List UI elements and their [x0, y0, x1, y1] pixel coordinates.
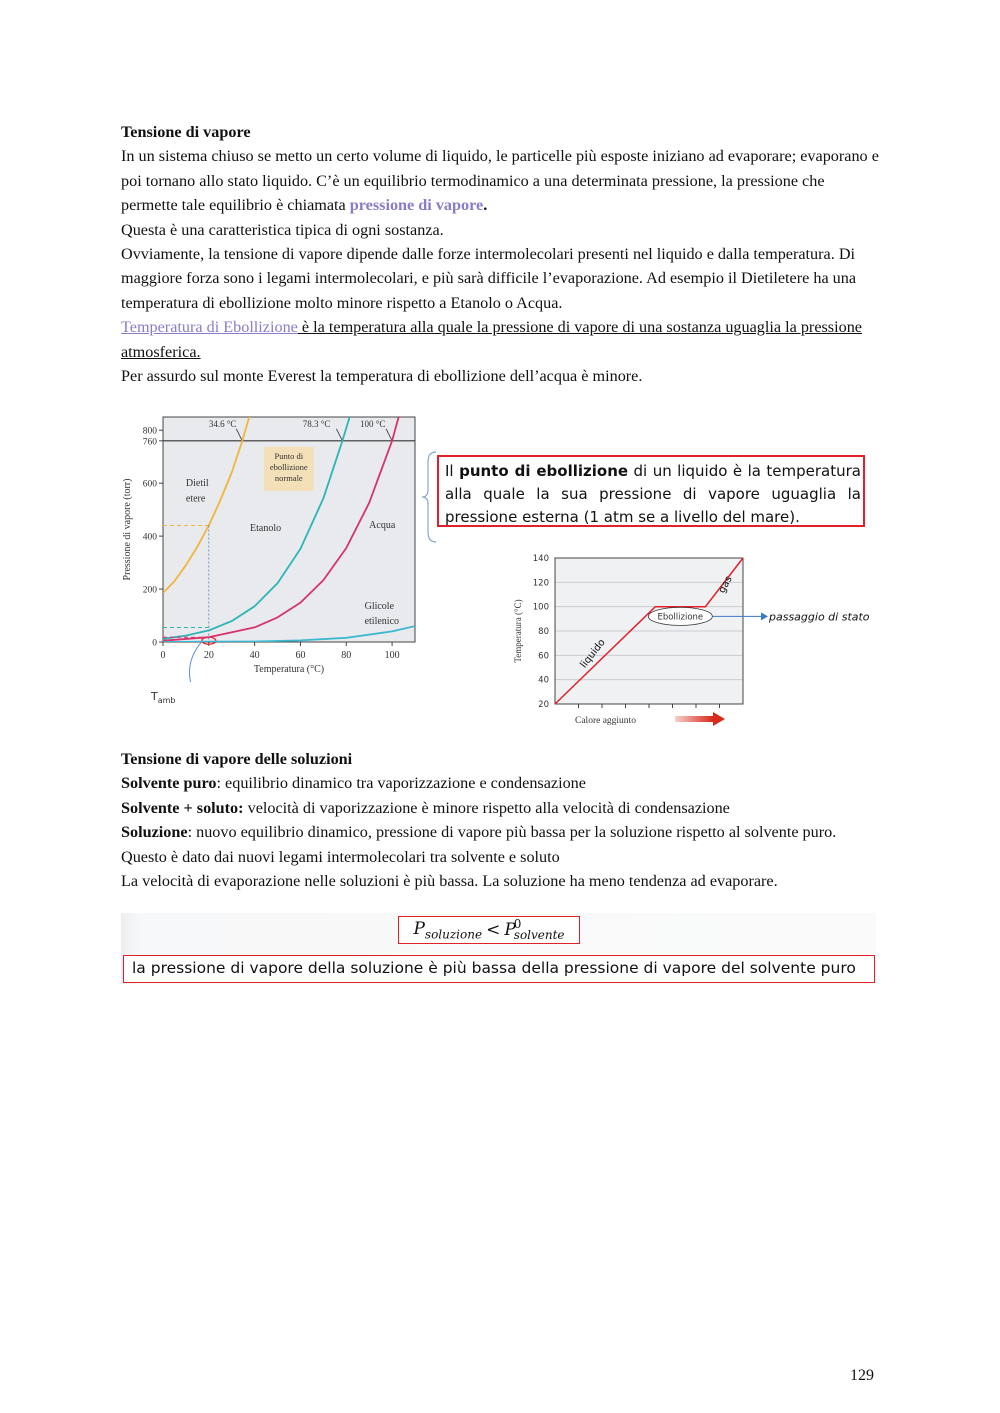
tamb-label: $T_{amb}$: [151, 690, 176, 705]
heat-arrow-bar: [675, 716, 713, 722]
heat-arrow-icon: [713, 712, 725, 726]
callout-text: di un liquido è la temperatura alla quale la sua pressione di vapore uguaglia la pressione esterna (1 atm se a livello del mare).: [445, 462, 861, 526]
definition-text: è la temperatura alla quale la pressione di vapore di una sostanza uguaglia la pressione atmosferica.: [121, 318, 862, 361]
y-tick-label: 760: [142, 437, 157, 448]
less-than-sign: <: [486, 920, 501, 940]
page-number: 129: [850, 1367, 874, 1384]
section-title: Tensione di vapore: [121, 123, 251, 141]
x-tick-label: 0: [160, 650, 166, 661]
list-item: [121, 771, 881, 795]
y-axis-title: Pressione di vapore (torr): [122, 478, 133, 581]
formula-p: [413, 919, 482, 941]
label-dietil-etere: Dietil: [185, 477, 209, 489]
list-item: [121, 820, 881, 869]
x-tick-label: 80: [341, 650, 352, 661]
definition: [121, 315, 881, 364]
brace-icon: [420, 450, 438, 545]
vapor-pressure-chart: [118, 410, 423, 710]
heating-curve-chart: [505, 548, 885, 730]
paragraph: Questa è una caratteristica tipica di ogni sostanza.: [121, 220, 444, 239]
annotation-bp-water: 100 °C: [360, 418, 386, 429]
y-tick-label: 600: [142, 479, 157, 490]
x-tick-label: 20: [203, 650, 214, 661]
description: velocità di vaporizzazione è minore rispetto alla velocità di condensazione: [243, 798, 730, 817]
paragraph: [121, 144, 881, 217]
punctuation: .: [483, 196, 488, 215]
term: Soluzione: [121, 823, 188, 842]
superscript: 0: [513, 917, 522, 931]
paragraph-text: In un sistema chiuso se metto un certo volume di liquido, le particelle più esposte iniziano ad evaporare; evaporano e poi tornano allo stato liquido. C’è un equilibrio termodinamico a una determinata pressione, la pressione che permette tale equilibrio è chiamata: [121, 147, 879, 215]
label-glicole: Glicole: [364, 600, 395, 612]
paragraph: La velocità di evaporazione nelle soluzioni è più bassa. La soluzione ha meno tendenza ad evaporare.: [121, 872, 778, 891]
symbol: P: [413, 918, 425, 939]
formula-note: la pressione di vapore della soluzione è più bassa della pressione di vapore del solvente puro: [123, 955, 875, 983]
boiling-point-callout: [437, 455, 865, 527]
paragraph: Ovviamente, la tensione di vapore dipende dalle forze intermolecolari presenti nel liquido e dalla temperatura. Di maggiore forza sono i legami intermolecolari, e più sarà difficile l’evaporazione. Ad esempio il Dietiletere ha una temperatura di ebollizione molto minore rispetto a Etanolo o Acqua.: [121, 245, 857, 312]
description: : nuovo equilibrio dinamico, pressione di vapore più bassa per la soluzione rispetto al solvente puro. Questo è dato dai nuovi legami intermolecolari tra solvente e soluto: [121, 823, 837, 866]
section2: [121, 747, 881, 893]
arrow-head-icon: [761, 612, 768, 620]
y-tick-label: 140: [532, 554, 549, 564]
formula-p0: [504, 919, 564, 941]
x-tick-label: 40: [249, 650, 260, 661]
subscript: soluzione: [424, 927, 483, 942]
y-tick-label: 120: [532, 578, 549, 589]
symbol: P: [504, 920, 516, 940]
y-tick-label: 80: [538, 627, 549, 637]
formula: [398, 916, 580, 944]
callout-term: punto di ebollizione: [459, 462, 629, 480]
x-axis-title: Temperatura (°C): [253, 664, 325, 675]
annotation-normal-bp: Punto di: [274, 450, 304, 461]
y-tick-label: 400: [142, 532, 157, 543]
highlight-term: pressione di vapore: [349, 196, 484, 215]
annotation-normal-bp: ebollizione: [269, 461, 308, 472]
label-dietil-etere: etere: [185, 493, 206, 505]
definition-link[interactable]: Temperatura di Ebollizione: [121, 318, 298, 337]
label-etanolo: Etanolo: [250, 522, 282, 534]
annotation-normal-bp: normale: [274, 472, 303, 483]
y-tick-label: 0: [152, 638, 157, 649]
description: : equilibrio dinamico tra vaporizzazione e condensazione: [216, 774, 586, 793]
callout-text: Il: [445, 462, 460, 480]
label-glicole: etilenico: [364, 616, 400, 627]
y-tick-label: 100: [532, 602, 549, 613]
x-tick-label: 100: [384, 650, 400, 661]
y-axis-title: Temperatura (°C): [513, 599, 523, 663]
term: Solvente puro: [121, 774, 217, 793]
y-tick-label: 200: [142, 585, 157, 596]
y-tick-label: 20: [538, 700, 549, 710]
y-tick-label: 40: [538, 675, 549, 686]
paragraph: Per assurdo sul monte Everest la temperatura di ebollizione dell’acqua è minore.: [121, 367, 643, 386]
subscript: solvente: [513, 928, 565, 942]
term: Solvente + soluto:: [121, 798, 244, 817]
label-gas: gas: [716, 574, 735, 596]
tamb-arrow: [189, 641, 201, 682]
label-acqua: Acqua: [369, 520, 396, 532]
label-liquido: liquido: [578, 637, 608, 671]
y-tick-label: 800: [142, 426, 157, 437]
list-item: [121, 796, 881, 820]
x-axis-title: Calore aggiunto: [575, 716, 636, 726]
script-stack: [514, 919, 565, 941]
annotation-bp-ethanol: 78.3 °C: [302, 418, 331, 429]
section1: [121, 120, 881, 388]
x-tick-label: 60: [295, 650, 306, 661]
label-passaggio-di-stato: passaggio di stato: [769, 610, 870, 624]
y-tick-label: 60: [538, 651, 549, 662]
label-ebollizione: Ebollizione: [657, 612, 704, 623]
section-title: Tensione di vapore delle soluzioni: [121, 750, 353, 768]
annotation-bp-ether: 34.6 °C: [208, 418, 237, 429]
